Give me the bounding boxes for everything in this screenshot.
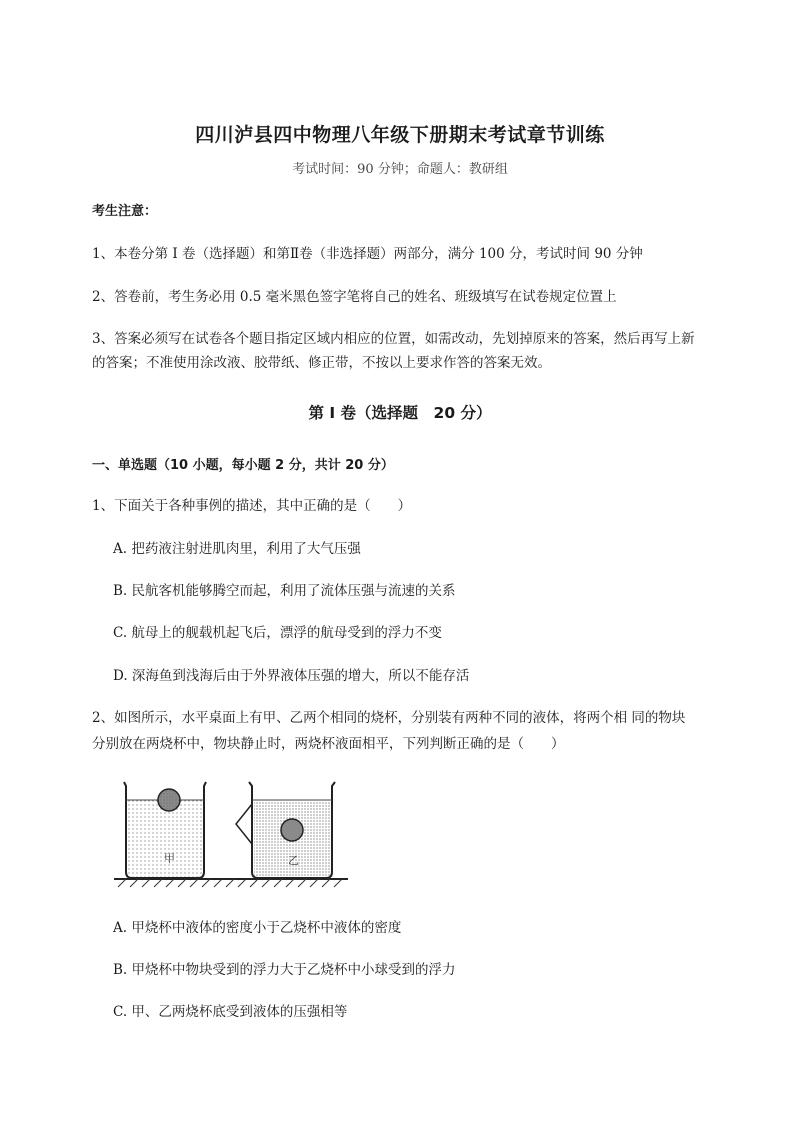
section-title: 第 I 卷（选择题 20 分） bbox=[308, 404, 492, 422]
beaker-right-label: 乙 bbox=[288, 854, 299, 867]
beaker-left-label: 甲 bbox=[164, 852, 175, 865]
suspended-block-right bbox=[281, 819, 303, 841]
beaker-right bbox=[236, 782, 335, 878]
question-1-option-b: B. 民航客机能够腾空而起，利用了流体压强与流速的关系 bbox=[113, 583, 456, 599]
question-2-option-b: B. 甲烧杯中物块受到的浮力大于乙烧杯中小球受到的浮力 bbox=[113, 962, 456, 978]
beaker-left bbox=[124, 782, 206, 878]
exam-subtitle: 考试时间：90 分钟；命题人：教研组 bbox=[292, 162, 508, 177]
question-2-stem-line-1: 2、如图所示，水平桌面上有甲、乙两个相同的烧杯，分别装有两种不同的液体，将两个相 同的物块 bbox=[92, 710, 686, 726]
beakers-diagram bbox=[112, 772, 352, 897]
question-1-option-c: C. 航母上的舰载机起飞后，漂浮的航母受到的浮力不变 bbox=[113, 625, 442, 641]
part-heading: 一、单选题（10 小题，每小题 2 分，共计 20 分） bbox=[92, 458, 394, 473]
beaker-left-liquid bbox=[127, 800, 202, 877]
notice-heading: 考生注意： bbox=[92, 204, 158, 219]
notice-item-3-continued: 的答案；不准使用涂改液、胶带纸、修正带，不按以上要求作答的答案无效。 bbox=[92, 355, 551, 371]
beaker-right-handle bbox=[236, 804, 252, 844]
notice-item-3: 3、答案必须写在试卷各个题目指定区域内相应的位置，如需改动，先划掉原来的答案，然后再写上新 bbox=[92, 331, 695, 347]
question-1-option-d: D. 深海鱼到浅海后由于外界液体压强的增大，所以不能存活 bbox=[113, 668, 470, 684]
question-1-option-a: A. 把药液注射进肌肉里，利用了大气压强 bbox=[113, 541, 361, 557]
question-2-stem-line-2: 分别放在两烧杯中，物块静止时，两烧杯液面相平，下列判断正确的是（ ） bbox=[92, 736, 565, 752]
table-hatching bbox=[118, 879, 342, 887]
question-1-stem: 1、下面关于各种事例的描述，其中正确的是（ ） bbox=[92, 498, 412, 514]
exam-title: 四川泸县四中物理八年级下册期末考试章节训练 bbox=[195, 124, 605, 146]
notice-item-2: 2、答卷前，考生务必用 0.5 毫米黑色签字笔将自己的姓名、班级填写在试卷规定位置上 bbox=[92, 289, 617, 305]
notice-item-1: 1、本卷分第 I 卷（选择题）和第Ⅱ卷（非选择题）两部分，满分 100 分，考试时间 90 分钟 bbox=[92, 246, 643, 262]
question-2-option-a: A. 甲烧杯中液体的密度小于乙烧杯中液体的密度 bbox=[113, 920, 402, 936]
question-2-option-c: C. 甲、乙两烧杯底受到液体的压强相等 bbox=[113, 1004, 348, 1020]
beakers-figure bbox=[112, 772, 352, 897]
